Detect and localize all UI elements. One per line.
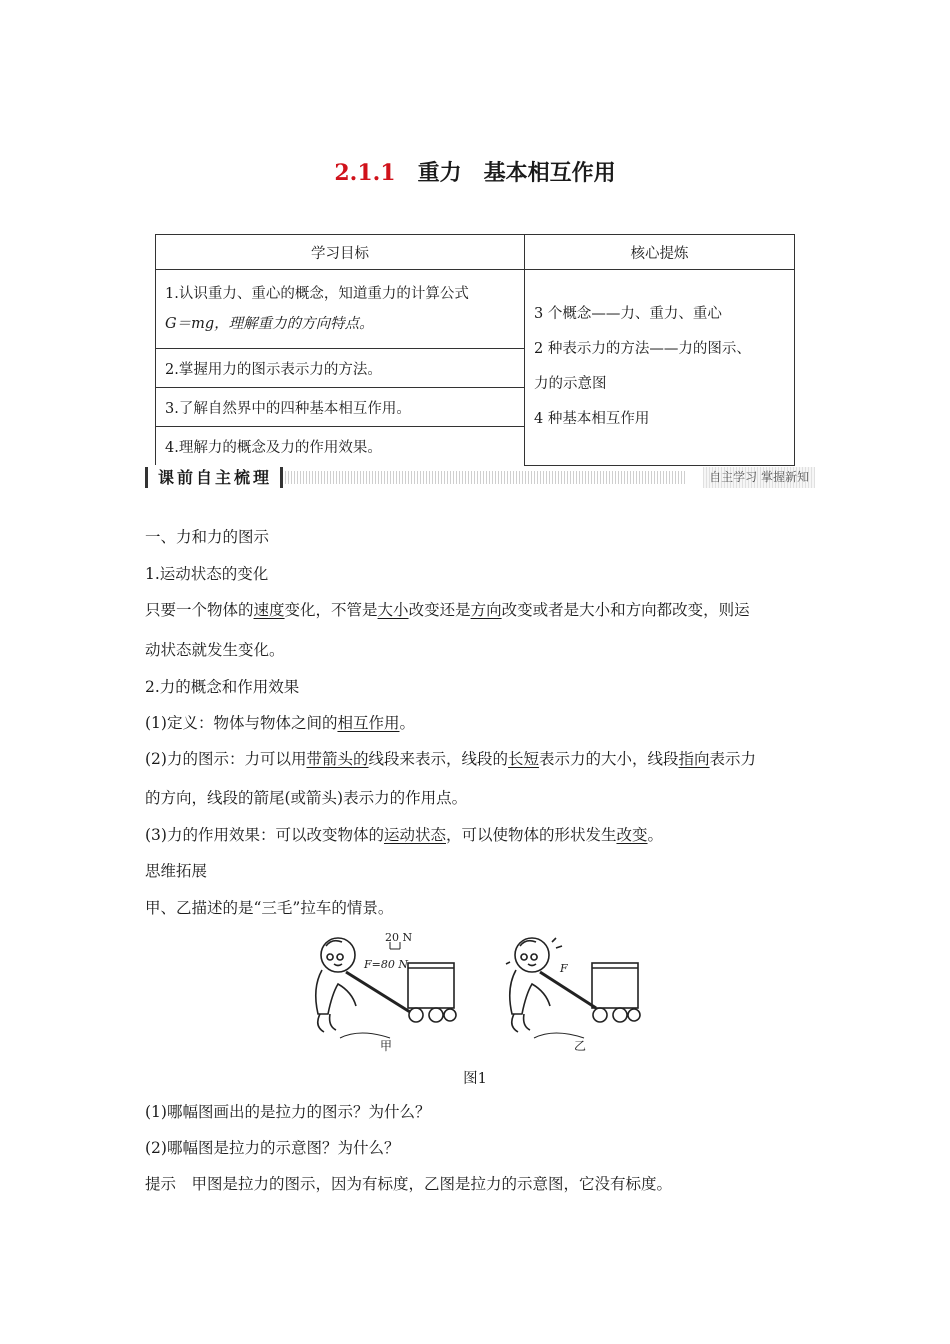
banner-subtitle: 自主学习 掌握新知 [703, 467, 815, 488]
hint-paragraph [145, 1172, 672, 1194]
heading-1: 一、力和力的图示 [145, 528, 270, 546]
hint-label: 提示 [145, 1175, 177, 1193]
definition-3: (3)力的作用效果：可以改变物体的运动状态，可以使物体的形状发生改变。 [145, 826, 664, 844]
banner-pattern [273, 471, 685, 484]
paragraph-motion-state: 只要一个物体的速度变化，不管是大小改变还是方向改变或者是大小和方向都改变，则运 [145, 601, 750, 619]
figure-caption: 图1 [463, 1071, 487, 1087]
core-item-3: 4 种基本相互作用 [534, 411, 650, 428]
section-number: 2.1.1 [334, 160, 396, 186]
core-item-2: 2 种表示力的方法——力的图示、 [534, 341, 751, 358]
goal-4: 4.理解力的概念及力的作用效果。 [156, 427, 525, 466]
heading-force-concept: 2.力的概念和作用效果 [145, 678, 300, 696]
banner-title: 课前自主梳理 [145, 467, 283, 488]
section-banner [145, 467, 815, 488]
question-1: (1)哪幅图画出的是拉力的图示？为什么？ [145, 1103, 431, 1121]
definition-2: (2)力的图示：力可以用带箭头的线段来表示，线段的长短表示力的大小，线段指向表示力 [145, 750, 757, 768]
table-header-goals: 学习目标 [156, 235, 525, 270]
figure-force-label: F=80 N [364, 958, 408, 971]
goal-1 [156, 270, 525, 349]
heading-thinking: 思维拓展 [145, 862, 208, 880]
figure-pulling-cart [300, 928, 660, 1058]
objectives-table [155, 234, 795, 466]
goal-2: 2.掌握用力的图示表示力的方法。 [156, 349, 525, 388]
heading-motion-state: 1.运动状态的变化 [145, 565, 269, 583]
core-item-2-cont: 力的示意图 [534, 376, 607, 393]
hint-text: 甲图是拉力的图示，因为有标度，乙图是拉力的示意图，它没有标度。 [191, 1175, 673, 1193]
figure-scale-label: 20 N [385, 931, 413, 944]
paragraph-motion-state-cont: 动状态就发生变化。 [145, 641, 285, 659]
core-summary [525, 270, 795, 466]
definition-2-cont: 的方向，线段的箭尾(或箭头)表示力的作用点。 [145, 789, 468, 807]
title-text: 重力 基本相互作用 [417, 161, 616, 186]
goal-1-line-2: G＝mg，理解重力的方向特点。 [165, 316, 374, 332]
page-title [0, 156, 950, 187]
table-header-core: 核心提炼 [525, 235, 795, 270]
figure-intro: 甲、乙描述的是“三毛”拉车的情景。 [145, 899, 394, 917]
figure-left-drawing [316, 938, 456, 1038]
figure-f-label: F [560, 962, 568, 975]
figure-right-drawing [506, 938, 640, 1038]
question-2: (2)哪幅图是拉力的示意图？为什么？ [145, 1139, 400, 1157]
figure-left-label: 甲 [380, 1039, 393, 1053]
goal-1-line-1: 1.认识重力、重心的概念，知道重力的计算公式 [165, 286, 469, 302]
core-item-1: 3 个概念——力、重力、重心 [534, 306, 722, 323]
figure-right-label: 乙 [574, 1039, 587, 1053]
goal-3: 3.了解自然界中的四种基本相互作用。 [156, 388, 525, 427]
definition-1: (1)定义：物体与物体之间的相互作用。 [145, 714, 415, 732]
